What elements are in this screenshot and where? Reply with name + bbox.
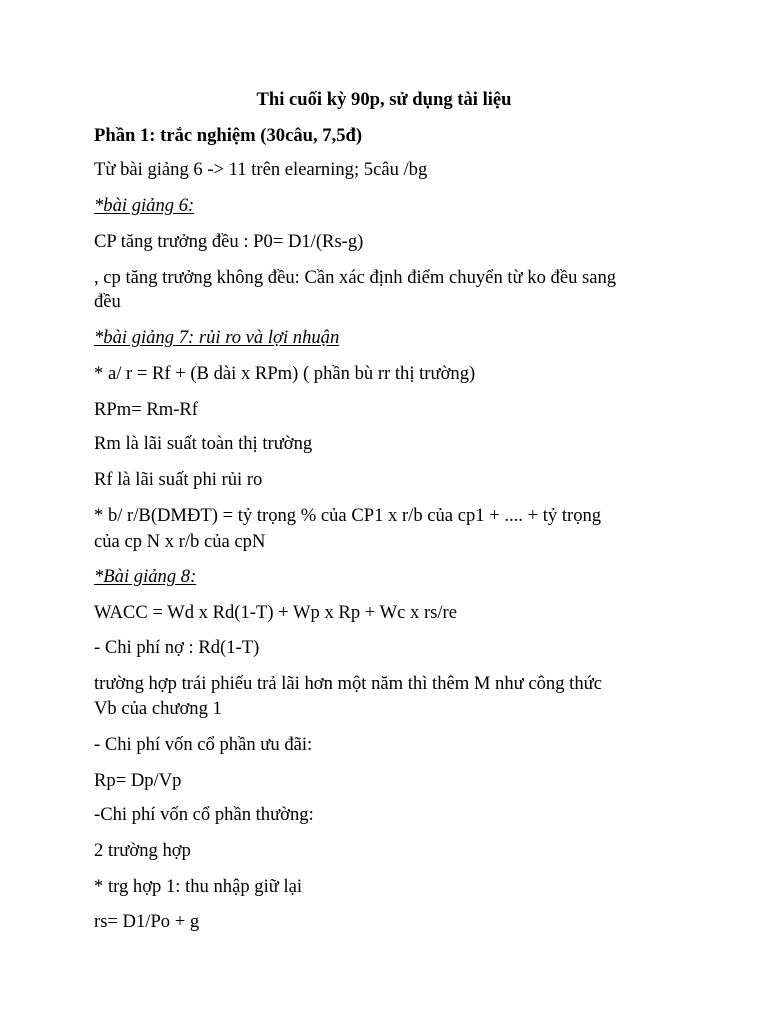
lecture6-line1: CP tăng trưởng đều : P0= D1/(Rs-g)	[94, 231, 364, 252]
lecture8-line3b: Vb của chương 1	[94, 698, 222, 719]
lecture6-line2a: , cp tăng trưởng không đều: Cần xác định điểm chuyển từ ko đều sang	[94, 267, 617, 288]
lecture8-line9: rs= D1/Po + g	[94, 911, 200, 932]
lecture7-line1: * a/ r = Rf + (B dài x RPm) ( phần bù rr thị trường)	[94, 363, 476, 384]
lecture8-line7: 2 trường hợp	[94, 840, 191, 861]
lecture8-line8: * trg hợp 1: thu nhập giữ lại	[94, 876, 303, 897]
lecture8-line5: Rp= Dp/Vp	[94, 770, 182, 791]
part1-heading: Phần 1: trắc nghiệm (30câu, 7,5đ)	[94, 125, 363, 146]
lecture7-line5b: của cp N x r/b của cpN	[94, 531, 266, 552]
lecture8-heading: *Bài giảng 8:	[94, 566, 197, 587]
source-note: Từ bài giảng 6 -> 11 trên elearning; 5câu /bg	[94, 159, 428, 180]
lecture6-heading: *bài giảng 6:	[94, 195, 195, 216]
lecture7-line2: RPm= Rm-Rf	[94, 399, 198, 420]
lecture7-line5a: * b/ r/B(DMĐT) = tỷ trọng % của CP1 x r/b của cp1 + .... + tỷ trọng	[94, 505, 602, 526]
lecture7-heading: *bài giảng 7: rủi ro và lợi nhuận	[94, 327, 340, 348]
lecture7-line3: Rm là lãi suất toàn thị trường	[94, 433, 313, 454]
lecture8-line1: WACC = Wd x Rd(1-T) + Wp x Rp + Wc x rs/re	[94, 602, 458, 623]
page-title: Thi cuối kỳ 90p, sử dụng tài liệu	[256, 89, 512, 110]
lecture8-line6: -Chi phí vốn cổ phần thường:	[94, 804, 314, 825]
lecture6-line2b: đều	[94, 291, 121, 312]
lecture8-line4: - Chi phí vốn cổ phần ưu đãi:	[94, 734, 313, 755]
lecture8-line3a: trường hợp trái phiếu trả lãi hơn một năm thì thêm M như công thức	[94, 673, 602, 694]
lecture7-line4: Rf là lãi suất phi rủi ro	[94, 469, 263, 490]
lecture8-line2: - Chi phí nợ : Rd(1-T)	[94, 637, 260, 658]
